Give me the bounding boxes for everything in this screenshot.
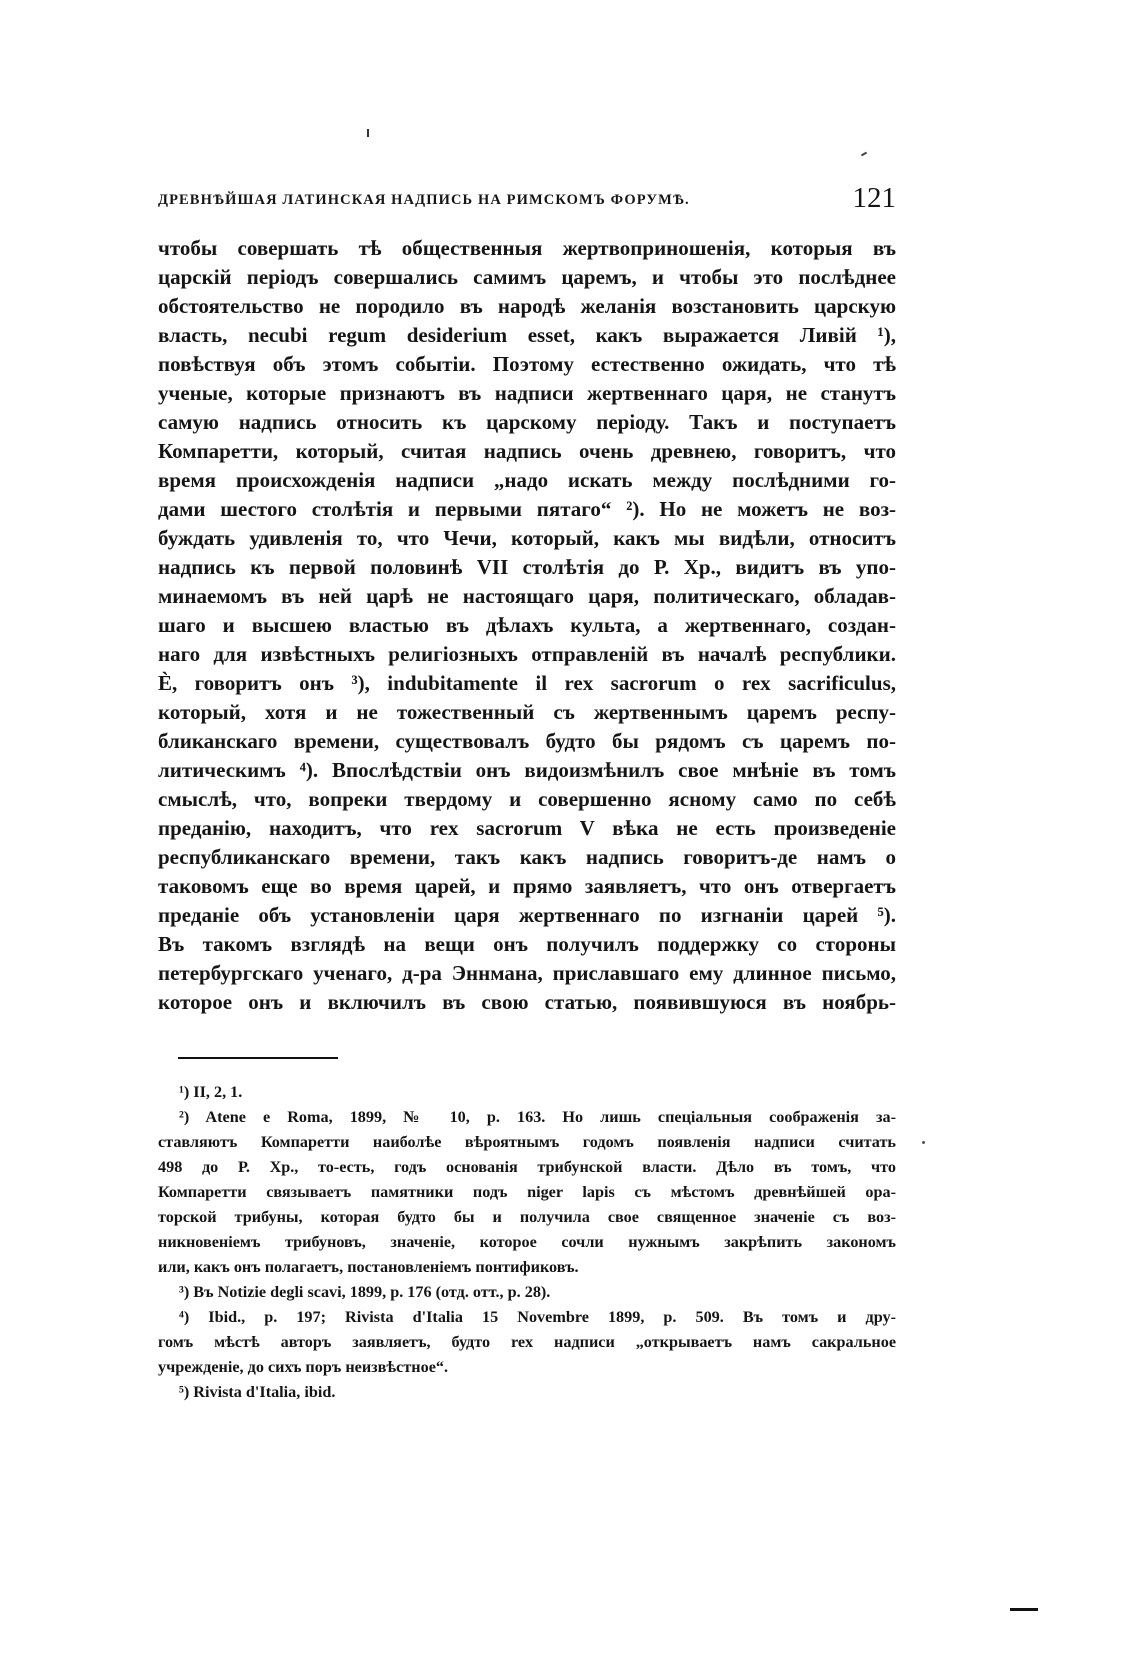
print-speck bbox=[922, 1141, 925, 1144]
footnote-line: Компаретти связываетъ памятники подъ niger lapis съ мѣстомъ древнѣйшей ора- bbox=[158, 1183, 896, 1201]
body-line: дами шестого столѣтія и первыми пятаго“ ²). Но не можетъ не воз- bbox=[158, 497, 896, 521]
footnotes bbox=[158, 1080, 896, 1405]
body-line: минаемомъ въ ней царѣ не настоящаго царя, политическаго, обладав- bbox=[158, 584, 896, 608]
footnote-line: никновеніемъ трибуновъ, значеніе, которое сочли нужнымъ закрѣпить закономъ bbox=[158, 1233, 896, 1251]
print-speck bbox=[367, 129, 369, 137]
footnote-line: ⁴) Ibid., p. 197; Rivista d'Italia 15 Novembre 1899, p. 509. Въ томъ и дру- bbox=[179, 1308, 896, 1326]
footnote-line: или, какъ онъ полагаетъ, постановленіемъ понтификовъ. bbox=[158, 1258, 579, 1276]
body-line: таковомъ еще во время царей, и прямо заявляетъ, что онъ отвергаетъ bbox=[158, 874, 896, 898]
footnote-line: ⁵) Rivista d'Italia, ibid. bbox=[179, 1383, 336, 1401]
body-line: преданію, находитъ, что rex sacrorum V вѣка не есть произведеніе bbox=[158, 816, 896, 840]
body-line: Компаретти, который, считая надпись очень древнею, говоритъ, что bbox=[158, 439, 896, 463]
body-line: ученые, которые признаютъ въ надписи жертвеннаго царя, не станутъ bbox=[158, 381, 896, 405]
body-line: смыслѣ, что, вопреки твердому и совершенно ясному само по себѣ bbox=[158, 787, 896, 811]
footnote-line: гомъ мѣстѣ авторъ заявляетъ, будто rex надписи „открываетъ намъ сакральное bbox=[158, 1333, 896, 1351]
body-line: обстоятельство не породило въ народѣ желанія возстановить царскую bbox=[158, 294, 896, 318]
body-line: литическимъ ⁴). Впослѣдствіи онъ видоизмѣнилъ свое мнѣніе въ томъ bbox=[158, 758, 896, 782]
footnote-rule bbox=[178, 1057, 338, 1059]
footnote-line: ¹) II, 2, 1. bbox=[179, 1083, 243, 1101]
body-line: буждать удивленія то, что Чечи, который, какъ мы видѣли, относитъ bbox=[158, 526, 896, 550]
body-line: преданіе объ установленіи царя жертвеннаго по изгнаніи царей ⁵). bbox=[158, 903, 896, 927]
page-number: 121 bbox=[852, 182, 896, 214]
body-text bbox=[158, 234, 896, 1017]
body-line: власть, necubi regum desiderium esset, какъ выражается Ливій ¹), bbox=[158, 323, 896, 347]
margin-mark bbox=[1010, 1608, 1038, 1611]
footnote-line: учрежденіе, до сихъ поръ неизвѣстное“. bbox=[158, 1358, 449, 1376]
body-line: который, хотя и не тожественный съ жертвеннымъ царемъ респу- bbox=[158, 700, 896, 724]
print-speck bbox=[861, 152, 867, 157]
running-title: ДРЕВНѢЙШАЯ ЛАТИНСКАЯ НАДПИСЬ НА РИМСКОМЪ ФОРУМѢ. bbox=[158, 192, 690, 208]
body-line: царскій періодъ совершались самимъ царемъ, и чтобы это послѣднее bbox=[158, 265, 896, 289]
footnote-line: ²) Atene e Roma, 1899, № 10, p. 163. Но лишь спеціальныя соображенія за- bbox=[179, 1108, 896, 1126]
running-head bbox=[158, 184, 896, 218]
body-line: Въ такомъ взглядѣ на вещи онъ получилъ поддержку со стороны bbox=[158, 932, 896, 956]
footnote-line: ставляютъ Компаретти наиболѣе вѣроятнымъ годомъ появленія надписи считать bbox=[158, 1133, 896, 1151]
footnote-line: 498 до Р. Хр., то-есть, годъ основанія трибунской власти. Дѣло въ томъ, что bbox=[158, 1158, 896, 1176]
body-line: чтобы совершать тѣ общественныя жертвоприношенія, которыя въ bbox=[158, 236, 896, 260]
body-line: бликанскаго времени, существовалъ будто бы рядомъ съ царемъ по- bbox=[158, 729, 896, 753]
footnote-line: ³) Въ Notizie degli scavi, 1899, p. 176 (отд. отт., p. 28). bbox=[179, 1283, 551, 1301]
body-line: которое онъ и включилъ въ свою статью, появившуюся въ ноябрь- bbox=[158, 990, 896, 1014]
body-line: повѣствуя объ этомъ событіи. Поэтому естественно ожидать, что тѣ bbox=[158, 352, 896, 376]
body-line: республиканскаго времени, такъ какъ надпись говоритъ-де намъ о bbox=[158, 845, 896, 869]
body-line: надпись къ первой половинѣ VII столѣтія до Р. Хр., видитъ въ упо- bbox=[158, 555, 896, 579]
body-line: È, говоритъ онъ ³), indubitamente il rex sacrorum o rex sacrificulus, bbox=[158, 671, 896, 695]
body-line: наго для извѣстныхъ религіозныхъ отправленій въ началѣ республики. bbox=[158, 642, 896, 666]
body-line: петербургскаго ученаго, д-ра Эннмана, приславшаго ему длинное письмо, bbox=[158, 961, 896, 985]
footnote-line: торской трибуны, которая будто бы и получила свое священное значеніе съ воз- bbox=[158, 1208, 896, 1226]
body-line: самую надпись относить къ царскому періоду. Такъ и поступаетъ bbox=[158, 410, 896, 434]
body-line: шаго и высшею властью въ дѣлахъ культа, а жертвеннаго, создан- bbox=[158, 613, 896, 637]
body-line: время происхожденія надписи „надо искать между послѣдними го- bbox=[158, 468, 896, 492]
